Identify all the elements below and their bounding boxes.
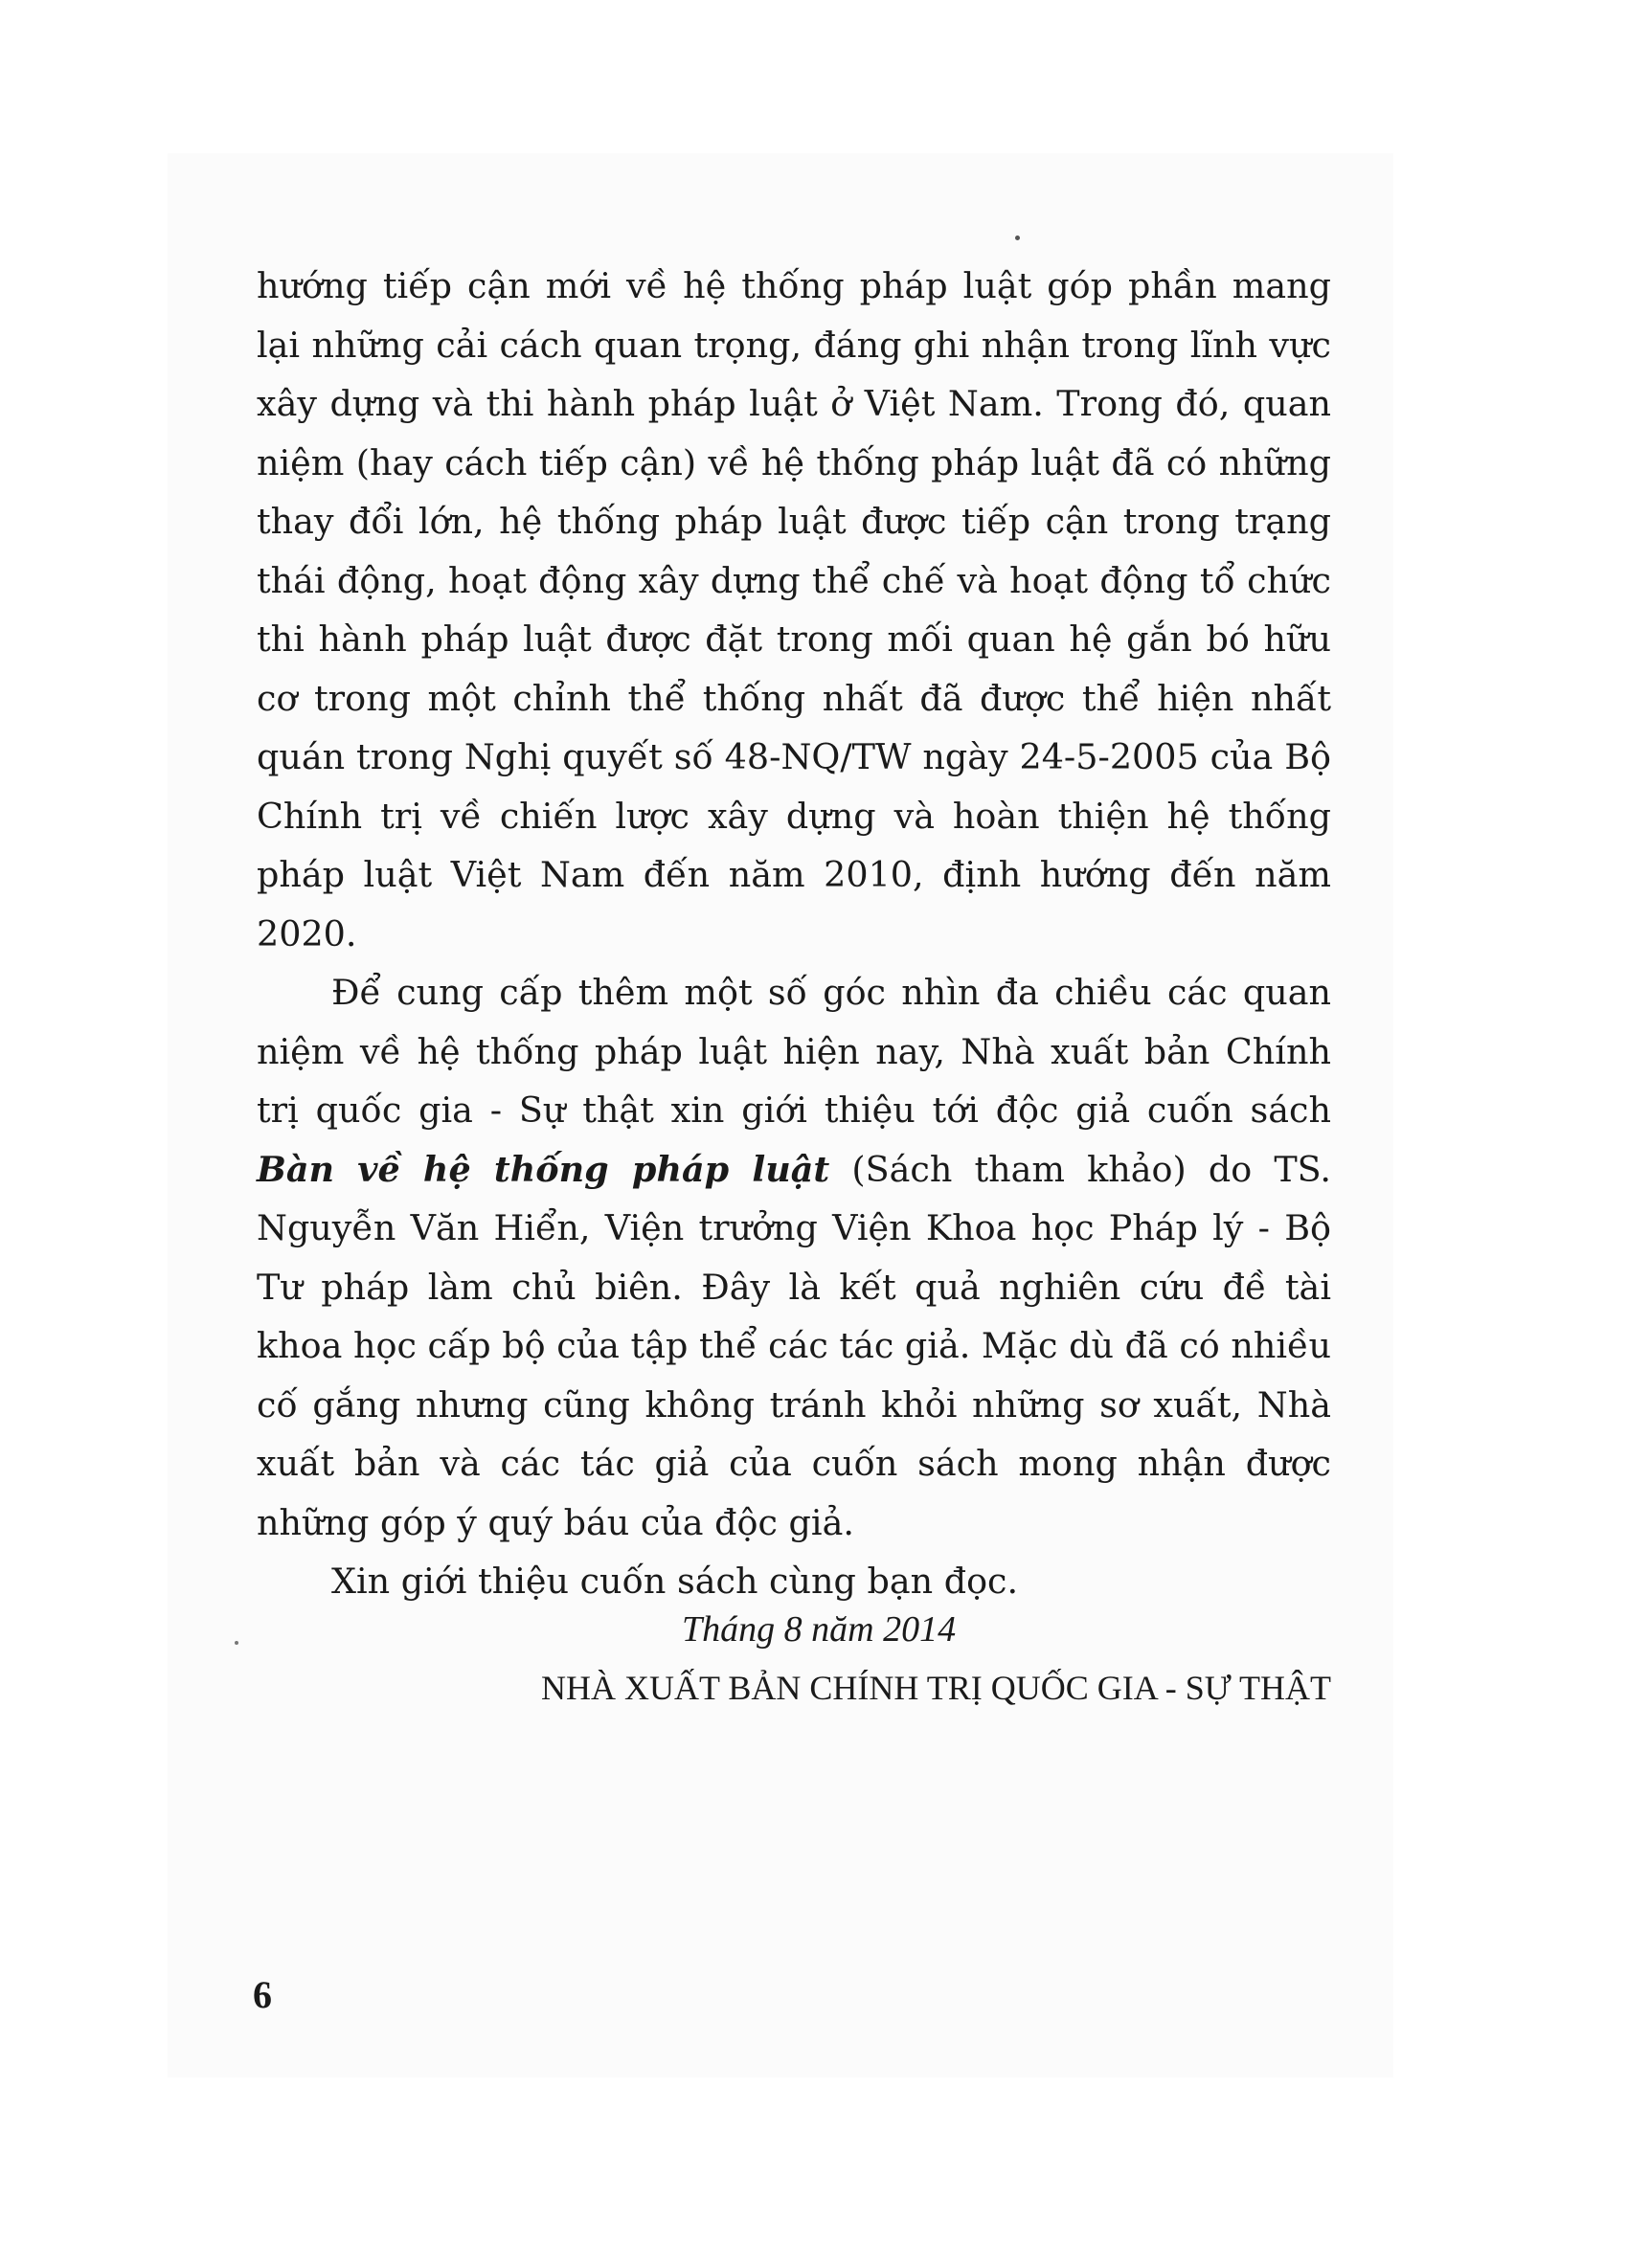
page-number: 6 (253, 1973, 272, 2016)
paragraph-3: Xin giới thiệu cuốn sách cùng bạn đọc. (331, 1561, 1019, 1602)
paragraph-2-intro: Để cung cấp thêm một số góc nhìn đa chiều các quan niệm về hệ thống pháp luật hiện nay, Nhà xuất bản Chính trị quốc gia - Sự thật xin giới thiệu tới độc giả cuốn sách (257, 972, 1331, 1131)
paragraph-2-rest: (Sách tham khảo) do TS. Nguyễn Văn Hiển, Viện trưởng Viện Khoa học Pháp lý - Bộ Tư pháp làm chủ biên. Đây là kết quả nghiên cứu đề tài khoa học cấp bộ của tập thể các tác giả. Mặc dù đã có nhiều cố gắng nhưng cũng không tránh khỏi những sơ xuất, Nhà xuất bản và các tác giả của cuốn sách mong nhận được những góp ý quý báu của độc giả. (257, 1148, 1331, 1543)
scan-speck (235, 1641, 238, 1645)
scan-speck (1015, 236, 1020, 240)
signature-date: Tháng 8 năm 2014 (682, 1609, 957, 1650)
body-text (257, 257, 1331, 1611)
paragraph-2 (257, 963, 1331, 1552)
publisher-name: NHÀ XUẤT BẢN CHÍNH TRỊ QUỐC GIA - SỰ THẬT (541, 1669, 1331, 1707)
paragraph-1: hướng tiếp cận mới về hệ thống pháp luật góp phần mang lại những cải cách quan trọng, đáng ghi nhận trong lĩnh vực xây dựng và thi hành pháp luật ở Việt Nam. Trong đó, quan niệm (hay cách tiếp cận) về hệ thống pháp luật đã có những thay đổi lớn, hệ thống pháp luật được tiếp cận trong trạng thái động, hoạt động xây dựng thể chế và hoạt động tổ chức thi hành pháp luật được đặt trong mối quan hệ gắn bó hữu cơ trong một chỉnh thể thống nhất đã được thể hiện nhất quán trong Nghị quyết số 48-NQ/TW ngày 24-5-2005 của Bộ Chính trị về chiến lược xây dựng và hoàn thiện hệ thống pháp luật Việt Nam đến năm 2010, định hướng đến năm 2020. (257, 265, 1331, 954)
book-title: Bàn về hệ thống pháp luật (257, 1148, 830, 1190)
